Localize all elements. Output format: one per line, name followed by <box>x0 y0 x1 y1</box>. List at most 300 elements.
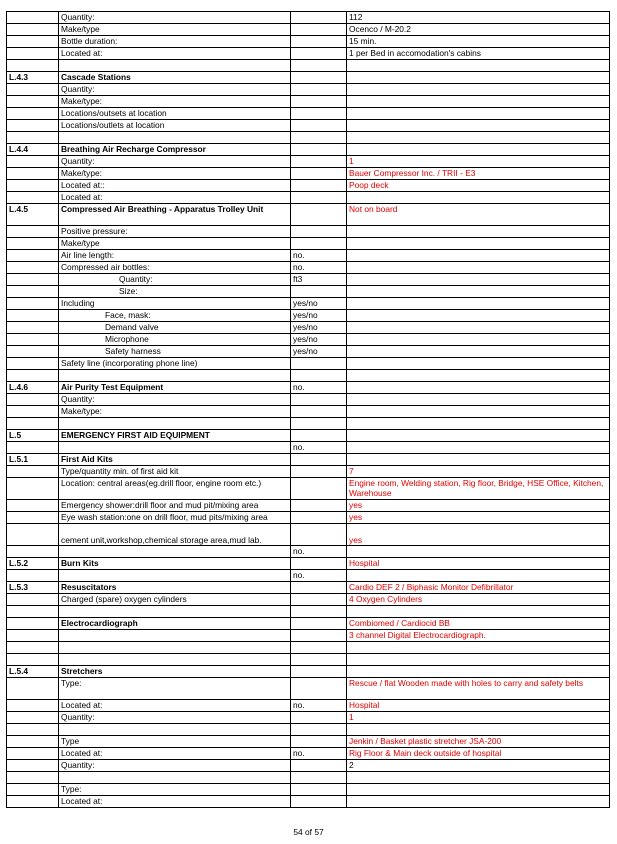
table-row <box>7 700 610 712</box>
item-label-cell: Emergency shower:drill floor and mud pit/mixing area <box>59 500 291 512</box>
item-label-cell: Type/quantity min. of first aid kit <box>59 466 291 478</box>
item-label-cell: Burn Kits <box>59 558 291 570</box>
item-label-cell: Quantity: <box>59 156 291 168</box>
value-cell: 7 <box>347 466 610 478</box>
item-label-cell: Make/type: <box>59 96 291 108</box>
item-label-cell <box>59 654 291 666</box>
unit-cell <box>291 36 347 48</box>
value-cell <box>347 796 610 808</box>
unit-cell: no. <box>291 700 347 712</box>
value-cell: 2 <box>347 760 610 772</box>
value-cell <box>347 84 610 96</box>
unit-cell <box>291 678 347 700</box>
value-cell: Not on board <box>347 204 610 226</box>
section-number-cell <box>7 406 59 418</box>
table-row <box>7 36 610 48</box>
item-label-cell <box>59 642 291 654</box>
section-number-cell <box>7 606 59 618</box>
unit-cell: no. <box>291 250 347 262</box>
unit-cell <box>291 60 347 72</box>
section-number-cell <box>7 772 59 784</box>
unit-cell <box>291 666 347 678</box>
section-number-cell <box>7 700 59 712</box>
section-number-cell <box>7 346 59 358</box>
item-label-cell: Located at:: <box>59 180 291 192</box>
unit-cell: no. <box>291 570 347 582</box>
section-number-cell <box>7 168 59 180</box>
value-cell <box>347 262 610 274</box>
table-row <box>7 250 610 262</box>
value-cell: Rig Floor & Main deck outside of hospital <box>347 748 610 760</box>
item-label-cell: Quantity: <box>59 712 291 724</box>
section-number-cell <box>7 250 59 262</box>
value-cell <box>347 418 610 430</box>
unit-cell <box>291 466 347 478</box>
table-row <box>7 322 610 334</box>
unit-cell <box>291 454 347 466</box>
table-row <box>7 226 610 238</box>
unit-cell: yes/no <box>291 298 347 310</box>
table-row <box>7 772 610 784</box>
table-row <box>7 72 610 84</box>
item-label-cell <box>59 442 291 454</box>
table-row <box>7 500 610 512</box>
item-label-cell: Located at: <box>59 748 291 760</box>
item-label-cell: First Aid Kits <box>59 454 291 466</box>
section-number-cell <box>7 358 59 370</box>
value-cell <box>347 120 610 132</box>
table-row <box>7 12 610 24</box>
table-row <box>7 132 610 144</box>
section-number-cell <box>7 796 59 808</box>
value-cell <box>347 654 610 666</box>
item-label-cell: Safety line (incorporating phone line) <box>59 358 291 370</box>
item-label-cell: Electrocardiograph <box>59 618 291 630</box>
unit-cell: yes/no <box>291 310 347 322</box>
value-cell: 1 per Bed in accomodation's cabins <box>347 48 610 60</box>
item-label-cell: Locations/outlets at location <box>59 120 291 132</box>
section-number-cell <box>7 546 59 558</box>
item-label-cell: Compressed air bottles: <box>59 262 291 274</box>
unit-cell <box>291 406 347 418</box>
item-label-cell: Make/type <box>59 238 291 250</box>
section-number-cell <box>7 60 59 72</box>
table-row <box>7 454 610 466</box>
page-number: 54 of 57 <box>293 827 324 837</box>
table-row <box>7 724 610 736</box>
item-label-cell <box>59 132 291 144</box>
table-row <box>7 156 610 168</box>
unit-cell <box>291 286 347 298</box>
section-number-cell <box>7 12 59 24</box>
item-label-cell: Make/type: <box>59 168 291 180</box>
table-row <box>7 546 610 558</box>
table-row <box>7 748 610 760</box>
value-cell <box>347 724 610 736</box>
item-label-cell <box>59 772 291 784</box>
section-number-cell <box>7 654 59 666</box>
unit-cell <box>291 582 347 594</box>
value-cell <box>347 144 610 156</box>
unit-cell <box>291 736 347 748</box>
unit-cell <box>291 358 347 370</box>
table-row <box>7 24 610 36</box>
item-label-cell: Type <box>59 736 291 748</box>
section-number-cell <box>7 334 59 346</box>
value-cell: 15 min. <box>347 36 610 48</box>
unit-cell <box>291 370 347 382</box>
value-cell <box>347 546 610 558</box>
section-number-cell <box>7 36 59 48</box>
item-label-cell: Air line length: <box>59 250 291 262</box>
section-number-cell <box>7 286 59 298</box>
item-label-cell: Quantity: <box>59 760 291 772</box>
unit-cell <box>291 108 347 120</box>
table-row <box>7 558 610 570</box>
item-label-cell: Size: <box>59 286 291 298</box>
unit-cell <box>291 226 347 238</box>
unit-cell <box>291 132 347 144</box>
section-number-cell <box>7 748 59 760</box>
value-cell: 3 channel Digital Electrocardiograph. <box>347 630 610 642</box>
unit-cell <box>291 204 347 226</box>
unit-cell <box>291 630 347 642</box>
section-number-cell <box>7 192 59 204</box>
item-label-cell <box>59 370 291 382</box>
section-number-cell <box>7 262 59 274</box>
unit-cell <box>291 796 347 808</box>
item-label-cell <box>59 724 291 736</box>
unit-cell <box>291 96 347 108</box>
item-label-cell: Quantity: <box>59 84 291 96</box>
table-row <box>7 286 610 298</box>
value-cell: Bauer Compressor Inc. / TRII - E3 <box>347 168 610 180</box>
unit-cell <box>291 430 347 442</box>
table-row <box>7 192 610 204</box>
value-cell: Hospital <box>347 700 610 712</box>
value-cell <box>347 382 610 394</box>
item-label-cell: Breathing Air Recharge Compressor <box>59 144 291 156</box>
unit-cell <box>291 12 347 24</box>
table-row <box>7 512 610 524</box>
value-cell <box>347 642 610 654</box>
value-cell <box>347 394 610 406</box>
table-row <box>7 96 610 108</box>
section-number-cell <box>7 322 59 334</box>
table-row <box>7 466 610 478</box>
value-cell: Rescue / flat Wooden made with holes to carry and safety belts <box>347 678 610 700</box>
unit-cell <box>291 144 347 156</box>
table-row <box>7 394 610 406</box>
table-row <box>7 678 610 700</box>
unit-cell <box>291 712 347 724</box>
unit-cell <box>291 606 347 618</box>
unit-cell <box>291 524 347 546</box>
section-number-cell: L.4.3 <box>7 72 59 84</box>
section-number-cell <box>7 524 59 546</box>
unit-cell <box>291 156 347 168</box>
table-row <box>7 418 610 430</box>
item-label-cell: Location: central areas(eg.drill floor, engine room etc.) <box>59 478 291 500</box>
item-label-cell: Stretchers <box>59 666 291 678</box>
unit-cell <box>291 48 347 60</box>
table-row <box>7 180 610 192</box>
table-row <box>7 478 610 500</box>
table-row <box>7 712 610 724</box>
table-row <box>7 784 610 796</box>
unit-cell: no. <box>291 442 347 454</box>
table-row <box>7 274 610 286</box>
value-cell <box>347 298 610 310</box>
item-label-cell: Quantity: <box>59 274 291 286</box>
item-label-cell: Eye wash station:one on drill floor, mud pits/mixing area <box>59 512 291 524</box>
item-label-cell: Microphone <box>59 334 291 346</box>
unit-cell <box>291 724 347 736</box>
item-label-cell: Air Purity Test Equipment <box>59 382 291 394</box>
table-row <box>7 120 610 132</box>
unit-cell <box>291 760 347 772</box>
section-number-cell <box>7 238 59 250</box>
section-number-cell <box>7 736 59 748</box>
section-number-cell: L.5.3 <box>7 582 59 594</box>
table-row <box>7 654 610 666</box>
section-number-cell: L.5.2 <box>7 558 59 570</box>
section-number-cell <box>7 478 59 500</box>
table-row <box>7 630 610 642</box>
value-cell <box>347 454 610 466</box>
value-cell <box>347 784 610 796</box>
value-cell: Ocenco / M-20.2 <box>347 24 610 36</box>
section-number-cell <box>7 418 59 430</box>
section-number-cell <box>7 760 59 772</box>
item-label-cell: Bottle duration: <box>59 36 291 48</box>
unit-cell <box>291 654 347 666</box>
section-number-cell <box>7 84 59 96</box>
section-number-cell <box>7 108 59 120</box>
value-cell: Poop deck <box>347 180 610 192</box>
unit-cell <box>291 784 347 796</box>
table-row <box>7 60 610 72</box>
unit-cell <box>291 168 347 180</box>
value-cell <box>347 192 610 204</box>
section-number-cell <box>7 180 59 192</box>
unit-cell <box>291 84 347 96</box>
value-cell: yes <box>347 512 610 524</box>
unit-cell <box>291 72 347 84</box>
section-number-cell <box>7 156 59 168</box>
section-number-cell <box>7 594 59 606</box>
item-label-cell <box>59 546 291 558</box>
value-cell <box>347 72 610 84</box>
item-label-cell: Charged (spare) oxygen cylinders <box>59 594 291 606</box>
section-number-cell: L.5.4 <box>7 666 59 678</box>
value-cell: Jenkin / Basket plastic stretcher JSA-200 <box>347 736 610 748</box>
section-number-cell <box>7 500 59 512</box>
unit-cell <box>291 192 347 204</box>
unit-cell <box>291 594 347 606</box>
section-number-cell: L.4.4 <box>7 144 59 156</box>
value-cell: yes <box>347 524 610 546</box>
table-row <box>7 262 610 274</box>
value-cell <box>347 666 610 678</box>
table-row <box>7 524 610 546</box>
unit-cell <box>291 642 347 654</box>
section-number-cell <box>7 132 59 144</box>
unit-cell: yes/no <box>291 322 347 334</box>
item-label-cell: Compressed Air Breathing - Apparatus Trolley Unit <box>59 204 291 226</box>
table-row <box>7 310 610 322</box>
item-label-cell: Make/type <box>59 24 291 36</box>
value-cell <box>347 60 610 72</box>
section-number-cell <box>7 370 59 382</box>
equipment-table <box>6 11 610 808</box>
item-label-cell: Quantity: <box>59 394 291 406</box>
unit-cell <box>291 478 347 500</box>
table-row <box>7 406 610 418</box>
item-label-cell <box>59 418 291 430</box>
table-row <box>7 48 610 60</box>
table-row <box>7 430 610 442</box>
table-row <box>7 144 610 156</box>
value-cell <box>347 132 610 144</box>
value-cell: Combiomed / Cardiocid BB <box>347 618 610 630</box>
item-label-cell: Quantity: <box>59 12 291 24</box>
table-row <box>7 370 610 382</box>
item-label-cell: Including <box>59 298 291 310</box>
value-cell <box>347 310 610 322</box>
value-cell: 4 Oxygen Cylinders <box>347 594 610 606</box>
value-cell <box>347 322 610 334</box>
unit-cell: no. <box>291 546 347 558</box>
table-row <box>7 642 610 654</box>
unit-cell <box>291 238 347 250</box>
value-cell <box>347 772 610 784</box>
unit-cell: no. <box>291 748 347 760</box>
section-number-cell <box>7 570 59 582</box>
section-number-cell <box>7 226 59 238</box>
item-label-cell: Located at: <box>59 48 291 60</box>
table-row <box>7 168 610 180</box>
section-number-cell <box>7 642 59 654</box>
table-row <box>7 358 610 370</box>
section-number-cell <box>7 24 59 36</box>
equipment-table-body <box>7 12 610 808</box>
unit-cell: no. <box>291 262 347 274</box>
table-row <box>7 204 610 226</box>
section-number-cell <box>7 394 59 406</box>
section-number-cell <box>7 630 59 642</box>
value-cell <box>347 108 610 120</box>
item-label-cell: Type: <box>59 784 291 796</box>
section-number-cell: L.5.1 <box>7 454 59 466</box>
table-row <box>7 736 610 748</box>
section-number-cell: L.4.5 <box>7 204 59 226</box>
item-label-cell: Positive pressure: <box>59 226 291 238</box>
unit-cell: ft3 <box>291 274 347 286</box>
value-cell: Engine room, Welding station, Rig floor, Bridge, HSE Office, Kitchen, Warehouse <box>347 478 610 500</box>
table-row <box>7 618 610 630</box>
section-number-cell <box>7 512 59 524</box>
item-label-cell: Located at: <box>59 796 291 808</box>
value-cell <box>347 570 610 582</box>
value-cell <box>347 370 610 382</box>
table-row <box>7 298 610 310</box>
table-row <box>7 796 610 808</box>
unit-cell: yes/no <box>291 346 347 358</box>
unit-cell <box>291 180 347 192</box>
item-label-cell: Resuscitators <box>59 582 291 594</box>
section-number-cell: L.5 <box>7 430 59 442</box>
item-label-cell: cement unit,workshop,chemical storage area,mud lab. <box>59 524 291 546</box>
section-number-cell <box>7 298 59 310</box>
value-cell <box>347 226 610 238</box>
value-cell: Cardio DEF 2 / Biphasic Monitor Defibrillator <box>347 582 610 594</box>
table-row <box>7 570 610 582</box>
item-label-cell <box>59 570 291 582</box>
value-cell: yes <box>347 500 610 512</box>
unit-cell <box>291 512 347 524</box>
item-label-cell <box>59 60 291 72</box>
section-number-cell <box>7 310 59 322</box>
value-cell <box>347 334 610 346</box>
unit-cell <box>291 500 347 512</box>
table-row <box>7 238 610 250</box>
unit-cell <box>291 24 347 36</box>
item-label-cell: Located at: <box>59 192 291 204</box>
section-number-cell <box>7 442 59 454</box>
item-label-cell <box>59 606 291 618</box>
table-row <box>7 606 610 618</box>
section-number-cell <box>7 784 59 796</box>
value-cell <box>347 274 610 286</box>
unit-cell <box>291 618 347 630</box>
item-label-cell: Locations/outsets at location <box>59 108 291 120</box>
table-row <box>7 346 610 358</box>
item-label-cell: Face, mask: <box>59 310 291 322</box>
table-row <box>7 334 610 346</box>
item-label-cell: Safety harness <box>59 346 291 358</box>
value-cell: 1 <box>347 156 610 168</box>
unit-cell <box>291 418 347 430</box>
section-number-cell <box>7 712 59 724</box>
unit-cell <box>291 394 347 406</box>
value-cell <box>347 286 610 298</box>
section-number-cell <box>7 274 59 286</box>
value-cell <box>347 406 610 418</box>
value-cell <box>347 606 610 618</box>
table-row <box>7 594 610 606</box>
table-row <box>7 108 610 120</box>
table-row <box>7 382 610 394</box>
item-label-cell: EMERGENCY FIRST AID EQUIPMENT <box>59 430 291 442</box>
value-cell <box>347 238 610 250</box>
section-number-cell <box>7 724 59 736</box>
value-cell <box>347 96 610 108</box>
item-label-cell: Make/type: <box>59 406 291 418</box>
section-number-cell <box>7 618 59 630</box>
item-label-cell: Cascade Stations <box>59 72 291 84</box>
unit-cell <box>291 558 347 570</box>
item-label-cell: Demand valve <box>59 322 291 334</box>
unit-cell <box>291 772 347 784</box>
table-row <box>7 666 610 678</box>
item-label-cell: Located at: <box>59 700 291 712</box>
value-cell <box>347 430 610 442</box>
value-cell <box>347 442 610 454</box>
value-cell <box>347 250 610 262</box>
section-number-cell <box>7 466 59 478</box>
table-row <box>7 84 610 96</box>
